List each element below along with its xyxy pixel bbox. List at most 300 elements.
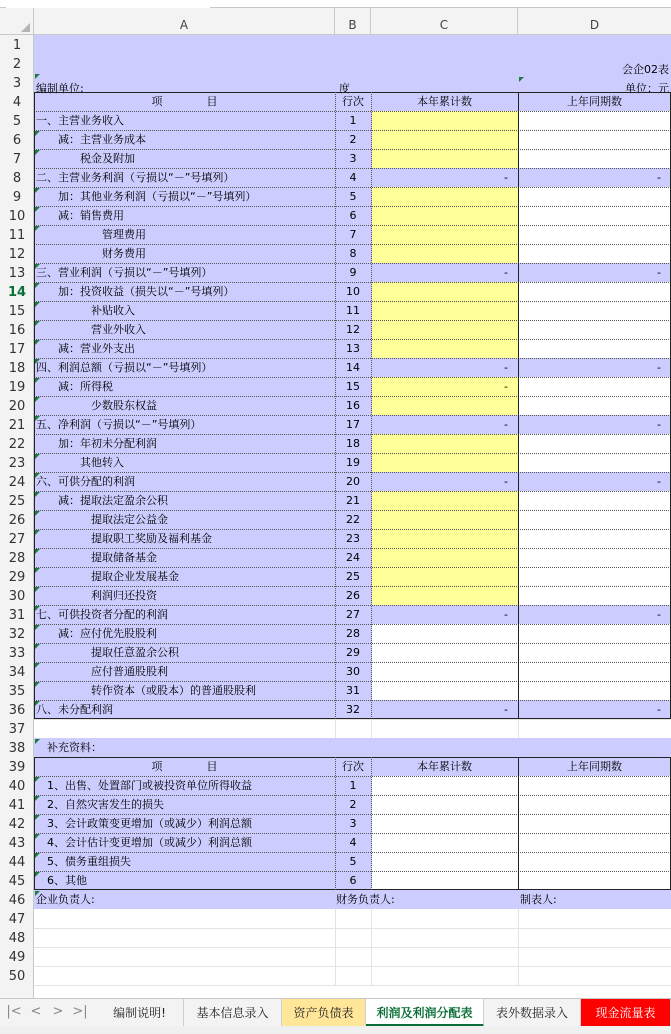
prior-value-cell[interactable]: - xyxy=(657,475,661,488)
prior-value-cell[interactable] xyxy=(518,662,661,681)
sheet-tab-3[interactable]: 资产负债表 xyxy=(282,999,366,1027)
row-label: 提取职工奖励及福利基金 xyxy=(36,532,212,545)
row-label: 二、主营业务利润（亏损以“－”号填列） xyxy=(36,171,235,184)
row-header-49[interactable]: 49 xyxy=(8,950,26,965)
current-value-cell[interactable] xyxy=(371,510,508,529)
row-header-16[interactable]: 16 xyxy=(8,323,26,338)
input-cell-prior[interactable] xyxy=(519,776,670,795)
gridline xyxy=(34,928,671,929)
row-header-7[interactable]: 7 xyxy=(12,152,22,167)
table-row-line xyxy=(34,586,671,587)
table-col-line xyxy=(371,92,372,719)
table-row-line xyxy=(34,339,671,340)
sheet-tab-bar xyxy=(0,998,671,1026)
row-number-cell: 32 xyxy=(346,703,360,716)
current-value-cell[interactable]: - xyxy=(504,475,508,488)
row-label: 减：销售费用 xyxy=(36,209,124,222)
row-number-cell: 25 xyxy=(346,570,360,583)
cell-indicator-icon xyxy=(35,682,40,687)
row-header-32[interactable]: 32 xyxy=(8,627,26,642)
current-value-cell[interactable] xyxy=(371,111,508,130)
table-row-line xyxy=(34,700,671,701)
prior-value-cell[interactable] xyxy=(518,187,661,206)
current-value-cell[interactable] xyxy=(371,130,508,149)
table-row-line xyxy=(34,852,671,853)
current-value-cell[interactable] xyxy=(371,149,508,168)
row-header-15[interactable]: 15 xyxy=(8,304,26,319)
row-label: 加：投资收益（损失以“－”号填列） xyxy=(36,285,235,298)
prior-value-cell[interactable]: - xyxy=(657,171,661,184)
current-value-cell[interactable]: - xyxy=(504,361,508,374)
prior-value-cell[interactable] xyxy=(518,529,661,548)
row-header-34[interactable]: 34 xyxy=(8,665,26,680)
row-header-44[interactable]: 44 xyxy=(8,855,26,870)
table-row-line xyxy=(34,871,671,872)
prior-value-cell[interactable] xyxy=(518,586,661,605)
row-number-cell: 15 xyxy=(346,380,360,393)
current-value-cell[interactable] xyxy=(371,529,508,548)
supplement-row-number: 3 xyxy=(349,817,357,830)
row-number-cell: 28 xyxy=(346,627,360,640)
cell-indicator-icon xyxy=(35,302,40,307)
table-col-line xyxy=(371,757,372,890)
supplement-label: 6、其他 xyxy=(36,874,87,887)
table-border xyxy=(34,718,671,719)
row-header-21[interactable]: 21 xyxy=(8,418,26,433)
row-number-cell: 20 xyxy=(346,475,360,488)
row-label: 四、利润总额（亏损以“－”号填列） xyxy=(36,361,213,374)
supplement-row-number: 2 xyxy=(349,798,357,811)
row-number-cell: 7 xyxy=(349,228,357,241)
preparer-label: 制表人: xyxy=(520,893,557,906)
prior-value-cell[interactable] xyxy=(518,244,661,263)
prior-value-cell[interactable] xyxy=(518,206,661,225)
cell-indicator-icon xyxy=(35,796,40,801)
cell-indicator-icon xyxy=(35,283,40,288)
current-value-cell[interactable] xyxy=(371,624,508,643)
gridline xyxy=(371,909,372,985)
prior-value-cell[interactable] xyxy=(518,396,661,415)
select-all-corner[interactable] xyxy=(0,8,34,35)
prior-value-cell[interactable] xyxy=(518,643,661,662)
input-cell-current[interactable] xyxy=(372,833,518,852)
row-number-cell: 2 xyxy=(349,133,357,146)
spreadsheet-grid[interactable] xyxy=(34,35,671,998)
table-row-line xyxy=(34,225,671,226)
row-header-24[interactable]: 24 xyxy=(8,475,26,490)
row-number-cell: 4 xyxy=(349,171,357,184)
form-code: 会企02表 xyxy=(622,63,669,76)
current-value-cell[interactable] xyxy=(371,548,508,567)
cell-indicator-icon xyxy=(35,264,40,269)
gridline xyxy=(335,719,336,738)
table-border xyxy=(34,757,671,758)
row-label: 提取法定公益金 xyxy=(36,513,168,526)
row-number-cell: 11 xyxy=(346,304,360,317)
cell-indicator-icon xyxy=(35,188,40,193)
row-header-43[interactable]: 43 xyxy=(8,836,26,851)
cell-indicator-icon xyxy=(35,74,40,79)
supplement-label: 4、会计估计变更增加（或减少）利润总额 xyxy=(36,836,252,849)
row-header-12[interactable]: 12 xyxy=(8,247,26,262)
row-header-4[interactable]: 4 xyxy=(12,95,22,110)
prior-value-cell[interactable] xyxy=(518,681,661,700)
row-label: 六、可供分配的利润 xyxy=(36,475,135,488)
row-header-27[interactable]: 27 xyxy=(8,532,26,547)
row-label: 减：主营业务成本 xyxy=(36,133,146,146)
input-cell-current[interactable] xyxy=(372,795,518,814)
table-row-line xyxy=(34,472,671,473)
supplement-row-number: 6 xyxy=(349,874,357,887)
org-label: 编制单位: xyxy=(36,82,84,95)
prior-value-cell[interactable] xyxy=(518,301,661,320)
supplement-label: 1、出售、处置部门或被投资单位所得收益 xyxy=(36,779,252,792)
table-border xyxy=(34,889,671,890)
prior-value-cell[interactable] xyxy=(518,567,661,586)
cell-indicator-icon xyxy=(35,397,40,402)
first-sheet-icon[interactable]: |< xyxy=(6,1004,22,1019)
current-value-cell[interactable]: - xyxy=(504,703,508,716)
supplement-label: 3、会计政策变更增加（或减少）利润总额 xyxy=(36,817,252,830)
current-value-cell[interactable] xyxy=(371,206,508,225)
supplement-rowno-header: 行次 xyxy=(342,760,364,773)
table-row-line xyxy=(34,282,671,283)
row-header-1[interactable]: 1 xyxy=(12,38,22,53)
prior-value-cell[interactable] xyxy=(518,510,661,529)
window-tab-edge xyxy=(210,0,671,8)
table-row-line xyxy=(34,624,671,625)
table-row-line xyxy=(34,415,671,416)
row-number-cell: 21 xyxy=(346,494,360,507)
row-label: 少数股东权益 xyxy=(36,399,157,412)
input-cell-current[interactable] xyxy=(372,776,518,795)
prev-sheet-icon[interactable]: < xyxy=(30,1004,42,1019)
cell-indicator-icon xyxy=(35,568,40,573)
prior-value-cell[interactable] xyxy=(518,377,661,396)
row-header-2[interactable]: 2 xyxy=(12,57,22,72)
row-number-cell: 5 xyxy=(349,190,357,203)
table-row-line xyxy=(34,491,671,492)
row-number-cell: 8 xyxy=(349,247,357,260)
row-number-cell: 18 xyxy=(346,437,360,450)
input-cell-prior[interactable] xyxy=(519,871,670,890)
cell-indicator-icon xyxy=(35,416,40,421)
row-label: 营业外收入 xyxy=(36,323,146,336)
row-number-cell: 3 xyxy=(349,152,357,165)
period-label: 度 xyxy=(339,82,350,95)
row-header-31[interactable]: 31 xyxy=(8,608,26,623)
table-row-line xyxy=(34,814,671,815)
row-header-14[interactable]: 14 xyxy=(7,285,27,300)
table-row-line xyxy=(34,358,671,359)
current-value-cell[interactable] xyxy=(371,586,508,605)
input-cell-current[interactable] xyxy=(372,871,518,890)
current-value-cell[interactable] xyxy=(371,301,508,320)
row-header-20[interactable]: 20 xyxy=(8,399,26,414)
cell-indicator-icon xyxy=(35,625,40,630)
prior-value-cell[interactable]: - xyxy=(657,608,661,621)
row-number-cell: 19 xyxy=(346,456,360,469)
cell-indicator-icon xyxy=(35,777,40,782)
cell-indicator-icon xyxy=(35,150,40,155)
row-header-50[interactable]: 50 xyxy=(8,969,26,984)
prior-value-cell[interactable]: - xyxy=(657,361,661,374)
row-header-33[interactable]: 33 xyxy=(8,646,26,661)
row-label: 减：所得税 xyxy=(36,380,113,393)
row-label: 提取任意盈余公积 xyxy=(36,646,179,659)
gridline xyxy=(518,909,519,985)
current-value-cell[interactable] xyxy=(371,396,508,415)
supplement-prior-header: 上年同期数 xyxy=(567,760,622,773)
current-value-cell[interactable] xyxy=(371,453,508,472)
prior-value-cell[interactable]: - xyxy=(657,703,661,716)
row-number-cell: 22 xyxy=(346,513,360,526)
current-value-cell[interactable] xyxy=(371,225,508,244)
row-header-6[interactable]: 6 xyxy=(12,133,22,148)
row-number-cell: 23 xyxy=(346,532,360,545)
row-header-22[interactable]: 22 xyxy=(8,437,26,452)
row-label: 提取企业发展基金 xyxy=(36,570,179,583)
finance-label: 财务负责人: xyxy=(336,893,395,906)
row-number-cell: 13 xyxy=(346,342,360,355)
current-value-cell[interactable]: - xyxy=(504,171,508,184)
current-value-cell[interactable] xyxy=(371,681,508,700)
row-header-13[interactable]: 13 xyxy=(8,266,26,281)
column-header-c[interactable]: C xyxy=(371,8,518,35)
input-cell-prior[interactable] xyxy=(519,795,670,814)
row-header-19[interactable]: 19 xyxy=(8,380,26,395)
input-cell-prior[interactable] xyxy=(519,814,670,833)
status-bar xyxy=(0,1026,671,1034)
sheet-tab-4[interactable]: 利润及利润分配表 xyxy=(366,999,484,1027)
current-value-cell[interactable] xyxy=(371,320,508,339)
input-cell-prior[interactable] xyxy=(519,833,670,852)
table-border xyxy=(518,92,519,719)
current-value-cell[interactable] xyxy=(371,662,508,681)
supplement-title: 补充资料： xyxy=(36,741,102,754)
current-value-cell[interactable]: - xyxy=(504,608,508,621)
cell-indicator-icon xyxy=(35,378,40,383)
prior-value-cell[interactable] xyxy=(518,149,661,168)
cell-indicator-icon xyxy=(35,131,40,136)
supplement-current-header: 本年累计数 xyxy=(417,760,472,773)
table-row-line xyxy=(34,187,671,188)
input-cell-current[interactable] xyxy=(372,852,518,871)
table-row-line xyxy=(34,206,671,207)
cell-indicator-icon xyxy=(35,226,40,231)
cell-indicator-icon xyxy=(35,891,40,896)
select-all-icon xyxy=(21,23,30,32)
row-header-39[interactable]: 39 xyxy=(8,760,26,775)
table-col-line xyxy=(335,92,336,719)
row-label: 五、净利润（亏损以“－”号填列） xyxy=(36,418,202,431)
table-row-line xyxy=(34,453,671,454)
row-header-29[interactable]: 29 xyxy=(8,570,26,585)
table-row-line xyxy=(34,567,671,568)
row-header-30[interactable]: 30 xyxy=(8,589,26,604)
row-header-18[interactable]: 18 xyxy=(8,361,26,376)
row-header-23[interactable]: 23 xyxy=(8,456,26,471)
supplement-row-number: 4 xyxy=(349,836,357,849)
row-label: 补贴收入 xyxy=(36,304,135,317)
unit-label: 单位：元 xyxy=(625,82,669,95)
table-row-line xyxy=(34,434,671,435)
sheet-tab-5[interactable]: 表外数据录入 xyxy=(484,999,581,1027)
input-cell-prior[interactable] xyxy=(519,852,670,871)
row-header-26[interactable]: 26 xyxy=(8,513,26,528)
column-header-bar xyxy=(0,8,671,35)
row-header-3[interactable]: 3 xyxy=(12,76,22,91)
cell-indicator-icon xyxy=(35,815,40,820)
row-header-45[interactable]: 45 xyxy=(8,874,26,889)
row-header-8[interactable]: 8 xyxy=(12,171,22,186)
prior-value-cell[interactable] xyxy=(518,491,661,510)
last-sheet-icon[interactable]: >| xyxy=(72,1004,88,1019)
table-border xyxy=(518,757,519,890)
row-header-36[interactable]: 36 xyxy=(8,703,26,718)
main-prior-header: 上年同期数 xyxy=(567,95,622,108)
row-label: 一、主营业务收入 xyxy=(36,114,124,127)
row-header-38[interactable]: 38 xyxy=(8,741,26,756)
table-row-line xyxy=(34,795,671,796)
prior-value-cell[interactable] xyxy=(518,434,661,453)
row-number-cell: 29 xyxy=(346,646,360,659)
window-tab-edge xyxy=(0,0,6,8)
prior-value-cell[interactable] xyxy=(518,453,661,472)
row-label: 提取储备基金 xyxy=(36,551,157,564)
table-row-line xyxy=(34,263,671,264)
row-header-28[interactable]: 28 xyxy=(8,551,26,566)
table-col-line xyxy=(335,757,336,890)
table-row-line xyxy=(34,396,671,397)
supplement-row-number: 5 xyxy=(349,855,357,868)
sheet-tab-6[interactable]: 现金流量表 xyxy=(581,999,671,1027)
table-row-line xyxy=(34,301,671,302)
row-number-cell: 16 xyxy=(346,399,360,412)
prior-value-cell[interactable] xyxy=(518,282,661,301)
row-header-10[interactable]: 10 xyxy=(8,209,26,224)
current-value-cell[interactable]: - xyxy=(504,266,508,279)
row-label: 加：年初未分配利润 xyxy=(36,437,157,450)
row-header-9[interactable]: 9 xyxy=(12,190,22,205)
table-row-line xyxy=(34,377,671,378)
table-row-line xyxy=(34,529,671,530)
table-row-line xyxy=(34,320,671,321)
row-label: 管理费用 xyxy=(36,228,146,241)
current-value-cell[interactable] xyxy=(371,491,508,510)
row-header-11[interactable]: 11 xyxy=(8,228,26,243)
prior-value-cell[interactable]: - xyxy=(657,418,661,431)
row-number-cell: 24 xyxy=(346,551,360,564)
row-header-37[interactable]: 37 xyxy=(8,722,26,737)
current-value-cell[interactable] xyxy=(371,434,508,453)
supplement-label: 5、债务重组损失 xyxy=(36,855,131,868)
cell-indicator-icon xyxy=(35,587,40,592)
table-row-line xyxy=(34,548,671,549)
next-sheet-icon[interactable]: > xyxy=(52,1004,64,1019)
row-header-25[interactable]: 25 xyxy=(8,494,26,509)
current-value-cell[interactable] xyxy=(371,187,508,206)
gridline xyxy=(34,966,671,967)
row-number-cell: 30 xyxy=(346,665,360,678)
row-header-47[interactable]: 47 xyxy=(8,912,26,927)
current-value-cell[interactable]: - xyxy=(504,418,508,431)
cell-indicator-icon xyxy=(35,663,40,668)
row-header-40[interactable]: 40 xyxy=(8,779,26,794)
gridline xyxy=(518,719,519,738)
table-row-line xyxy=(34,149,671,150)
current-value-cell[interactable] xyxy=(371,244,508,263)
table-row-line xyxy=(34,681,671,682)
row-header-17[interactable]: 17 xyxy=(8,342,26,357)
row-number-cell: 1 xyxy=(349,114,357,127)
prior-value-cell[interactable] xyxy=(518,225,661,244)
current-value-cell[interactable] xyxy=(371,282,508,301)
principal-label: 企业负责人: xyxy=(36,893,95,906)
current-value-cell[interactable] xyxy=(371,339,508,358)
prior-value-cell[interactable] xyxy=(518,339,661,358)
cell-indicator-icon xyxy=(35,473,40,478)
current-value-cell[interactable] xyxy=(371,567,508,586)
table-row-line xyxy=(34,776,671,777)
gridline xyxy=(335,909,336,985)
row-header-35[interactable]: 35 xyxy=(8,684,26,699)
supplement-item-header: 项 目 xyxy=(151,760,218,773)
row-label: 财务费用 xyxy=(36,247,146,260)
prior-value-cell[interactable]: - xyxy=(657,266,661,279)
row-label: 七、可供投资者分配的利润 xyxy=(36,608,168,621)
prior-value-cell[interactable] xyxy=(518,320,661,339)
row-header-5[interactable]: 5 xyxy=(12,114,22,129)
gridline xyxy=(34,947,671,948)
gridline xyxy=(34,719,671,720)
row-label: 利润归还投资 xyxy=(36,589,157,602)
row-header-46[interactable]: 46 xyxy=(8,893,26,908)
table-border xyxy=(34,92,671,93)
prior-value-cell[interactable] xyxy=(518,624,661,643)
current-value-cell[interactable]: - xyxy=(504,380,508,393)
table-row-line xyxy=(34,605,671,606)
prior-value-cell[interactable] xyxy=(518,111,661,130)
column-header-d[interactable]: D xyxy=(589,18,600,32)
cell-indicator-icon xyxy=(35,549,40,554)
row-header-41[interactable]: 41 xyxy=(8,798,26,813)
prior-value-cell[interactable] xyxy=(518,130,661,149)
row-label: 减：营业外支出 xyxy=(36,342,135,355)
row-number-cell: 26 xyxy=(346,589,360,602)
row-header-48[interactable]: 48 xyxy=(8,931,26,946)
row-label: 减：应付优先股股利 xyxy=(36,627,157,640)
column-header-a[interactable]: A xyxy=(34,8,335,35)
row-label: 其他转入 xyxy=(36,456,124,469)
input-cell-current[interactable] xyxy=(372,814,518,833)
column-header-b[interactable]: B xyxy=(335,8,371,35)
main-current-header: 本年累计数 xyxy=(417,95,472,108)
cell-indicator-icon xyxy=(35,606,40,611)
sheet-tab-1[interactable]: 编制说明! xyxy=(96,999,184,1027)
sheet-tab-2[interactable]: 基本信息录入 xyxy=(184,999,282,1027)
cell-indicator-icon xyxy=(35,454,40,459)
row-number-cell: 6 xyxy=(349,209,357,222)
prior-value-cell[interactable] xyxy=(518,548,661,567)
row-label: 转作资本（或股本）的普通股股利 xyxy=(36,684,256,697)
table-row-line xyxy=(34,510,671,511)
row-header-42[interactable]: 42 xyxy=(8,817,26,832)
table-row-line xyxy=(34,111,671,112)
cell-indicator-icon xyxy=(35,739,40,744)
current-value-cell[interactable] xyxy=(371,643,508,662)
table-row-line xyxy=(34,130,671,131)
